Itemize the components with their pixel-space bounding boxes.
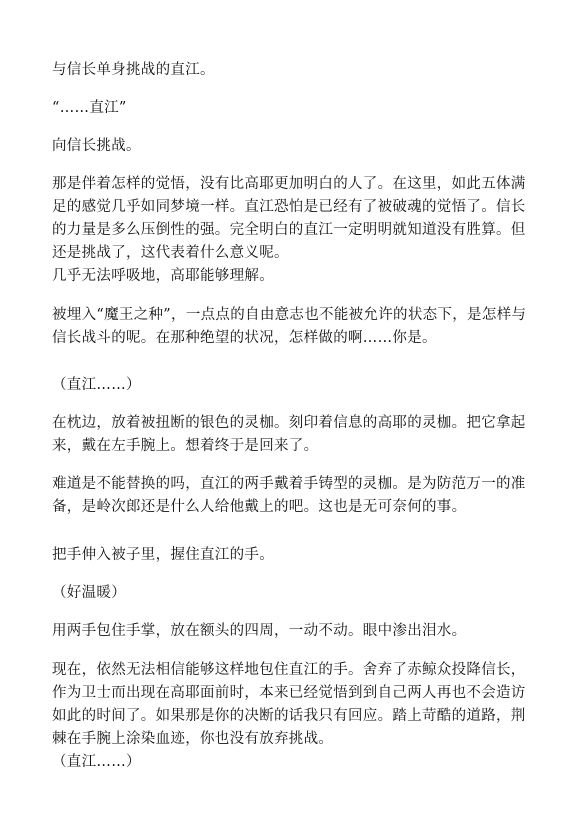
paragraph-6: 被埋入“魔王之种”，一点点的自由意志也不能被允许的状态下，是怎样与信长战斗的呢。在那种绝望的状况，怎样做的啊……你是。: [52, 307, 527, 346]
paragraph-8: 在枕边，放着被扭断的银色的灵枷。刻印着信息的高耶的灵枷。把它拿起来，戴在左手腕上。想着终于是回来了。: [52, 415, 526, 454]
paragraph-11: （好温暖）: [52, 585, 126, 601]
document-page: [52, 0, 532, 828]
paragraph-1: 与信长单身挑战的直江。: [52, 62, 215, 78]
paragraph-5: 几乎无法呼吸地，高耶能够理解。: [52, 268, 274, 284]
paragraph-10: 把手伸入被子里，握住直江的手。: [52, 547, 274, 563]
paragraph-13: 现在，依然无法相信能够这样地包住直江的手。舍弃了赤鲸众投降信长，作为卫士而出现在高耶面前时，本来已经觉悟到到自己两人再也不会造访如此的时间了。如果那是你的决断的话我只有回应。踏上苛酷的道路，荆棘在手腕上涂染血迹，你也没有放弃挑战。: [52, 662, 526, 747]
paragraph-14: （直江……）: [52, 754, 141, 770]
paragraph-9: 难道是不能替换的吗，直江的两手戴着手铸型的灵枷。是为防范万一的准备，是岭次郎还是什么人给他戴上的吧。这也是无可奈何的事。: [52, 476, 526, 515]
paragraph-4: 那是伴着怎样的觉悟，没有比高耶更加明白的人了。在这里，如此五体满足的感觉几乎如同梦境一样。直江恐怕是已经有了被破魂的觉悟了。信长的力量是多么压倒性的强。完全明白的直江一定明明就知道没有胜算。但还是挑战了，这代表着什么意义呢。: [52, 176, 526, 261]
paragraph-3: 向信长挑战。: [52, 138, 141, 154]
paragraph-12: 用两手包住手掌，放在额头的四周，一动不动。眼中渗出泪水。: [52, 623, 467, 639]
paragraph-2: “……直江”: [52, 100, 127, 116]
paragraph-7: （直江……）: [52, 377, 141, 393]
